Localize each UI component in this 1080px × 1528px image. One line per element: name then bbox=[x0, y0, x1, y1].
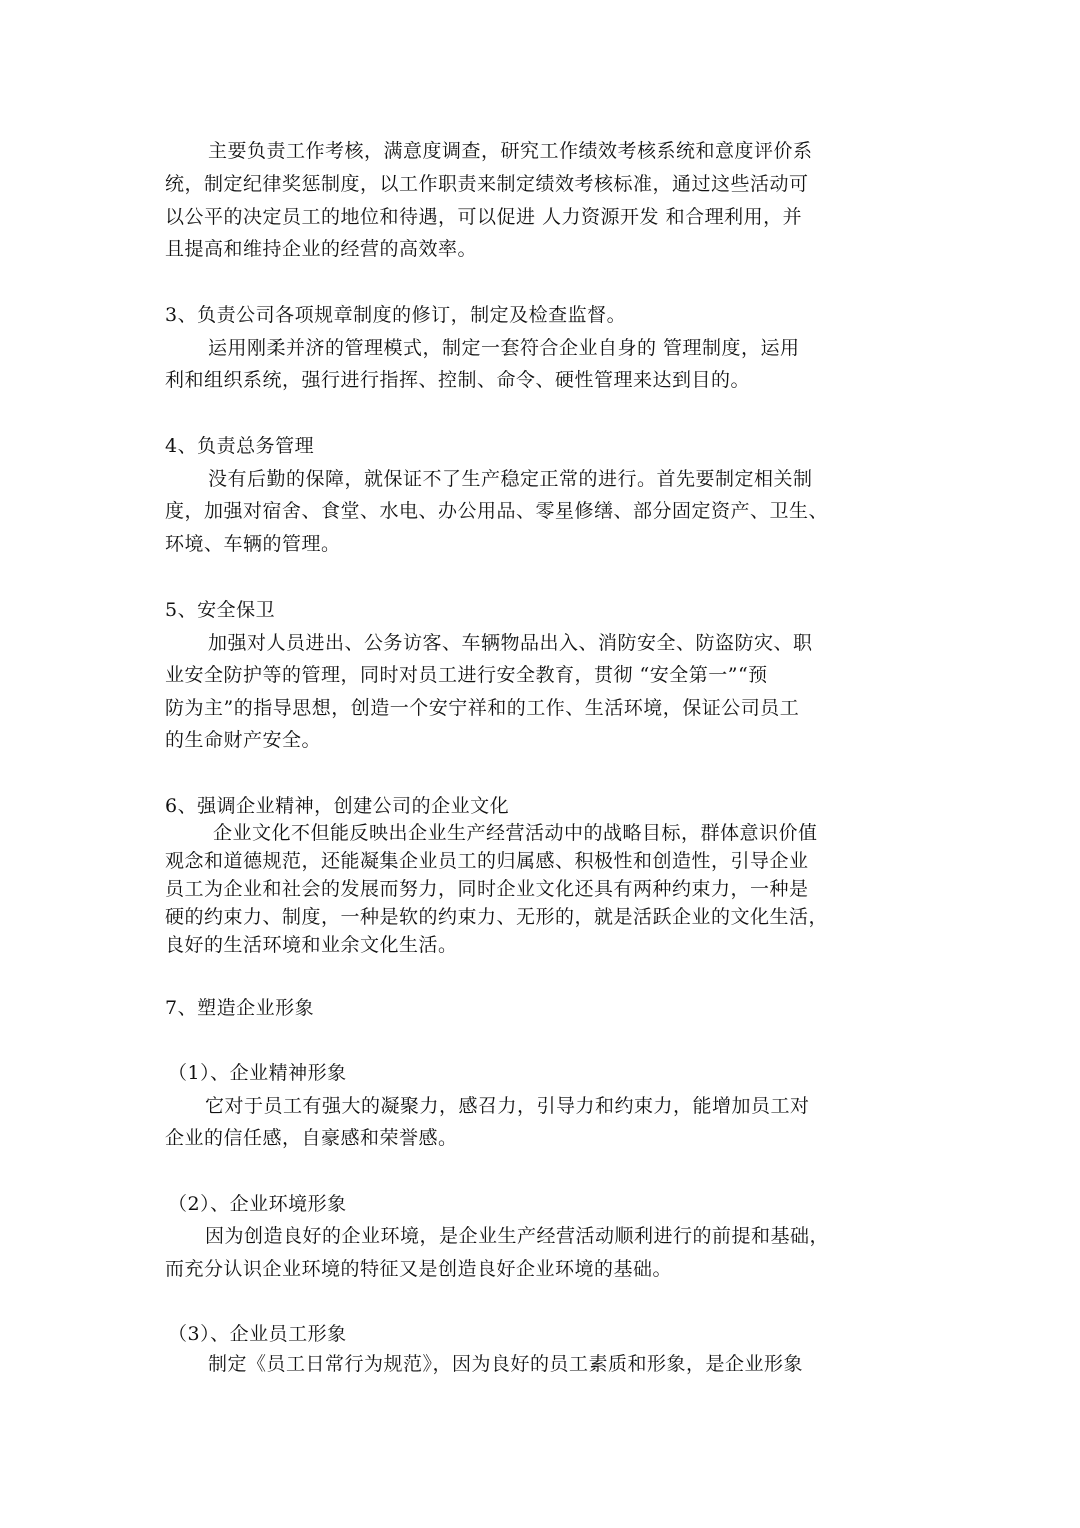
paragraph-line: 环境、车辆的管理。 bbox=[165, 533, 341, 555]
paragraph-line: 良好的生活环境和业余文化生活。 bbox=[165, 934, 458, 956]
paragraph-line: 企业文化不但能反映出企业生产经营活动中的战略目标，群体意识价值 bbox=[213, 822, 818, 844]
paragraph-line: 主要负责工作考核，满意度调查，研究工作绩效考核系统和意度评价系 bbox=[208, 140, 813, 162]
section-heading: 4、负责总务管理 bbox=[165, 435, 315, 457]
subsection-heading: （1）、企业精神形象 bbox=[168, 1062, 347, 1084]
paragraph-line: 而充分认识企业环境的特征又是创造良好企业环境的基础。 bbox=[165, 1258, 673, 1280]
paragraph-line: 且提高和维持企业的经营的高效率。 bbox=[165, 238, 478, 260]
paragraph-line: 运用刚柔并济的管理模式，制定一套符合企业自身的 管理制度，运用 bbox=[208, 337, 800, 359]
section-heading: 5、安全保卫 bbox=[165, 599, 276, 621]
paragraph-line: 没有后勤的保障，就保证不了生产稳定正常的进行。首先要制定相关制 bbox=[208, 468, 813, 490]
paragraph-line: 因为创造良好的企业环境，是企业生产经营活动顺利进行的前提和基础， bbox=[205, 1225, 830, 1247]
paragraph-line: 的生命财产安全。 bbox=[165, 729, 322, 751]
section-heading: 7、塑造企业形象 bbox=[165, 997, 315, 1019]
section-heading: 3、负责公司各项规章制度的修订，制定及检查监督。 bbox=[165, 304, 627, 326]
subsection-heading: （3）、企业员工形象 bbox=[168, 1323, 347, 1345]
paragraph-line: 业安全防护等的管理，同时对员工进行安全教育，贯彻 “安全第一”“预 bbox=[165, 664, 768, 686]
paragraph-line: 制定《员工日常行为规范》，因为良好的员工素质和形象，是企业形象 bbox=[208, 1353, 804, 1375]
paragraph-line: 防为主”的指导思想，创造一个安宁祥和的工作、生活环境，保证公司员工 bbox=[165, 697, 800, 719]
paragraph-line: 企业的信任感，自豪感和荣誉感。 bbox=[165, 1127, 458, 1149]
paragraph-line: 员工为企业和社会的发展而努力，同时企业文化还具有两种约束力，一种是 bbox=[165, 878, 809, 900]
paragraph-line: 硬的约束力、制度，一种是软的约束力、无形的，就是活跃企业的文化生活， bbox=[165, 906, 829, 928]
subsection-heading: （2）、企业环境形象 bbox=[168, 1193, 347, 1215]
paragraph-line: 它对于员工有强大的凝聚力，感召力，引导力和约束力，能增加员工对 bbox=[205, 1095, 810, 1117]
paragraph-line: 利和组织系统，强行进行指挥、控制、命令、硬性管理来达到目的。 bbox=[165, 369, 751, 391]
paragraph-line: 统，制定纪律奖惩制度，以工作职责来制定绩效考核标准，通过这些活动可 bbox=[165, 173, 809, 195]
paragraph-line: 以公平的决定员工的地位和待遇，可以促进 人力资源开发 和合理利用，并 bbox=[165, 206, 803, 228]
section-heading: 6、强调企业精神，创建公司的企业文化 bbox=[165, 795, 510, 817]
paragraph-line: 度，加强对宿舍、食堂、水电、办公用品、零星修缮、部分固定资产、卫生、 bbox=[165, 500, 829, 522]
paragraph-line: 观念和道德规范，还能凝集企业员工的归属感、积极性和创造性，引导企业 bbox=[165, 850, 809, 872]
paragraph-line: 加强对人员进出、公务访客、车辆物品出入、消防安全、防盗防灾、职 bbox=[208, 632, 813, 654]
